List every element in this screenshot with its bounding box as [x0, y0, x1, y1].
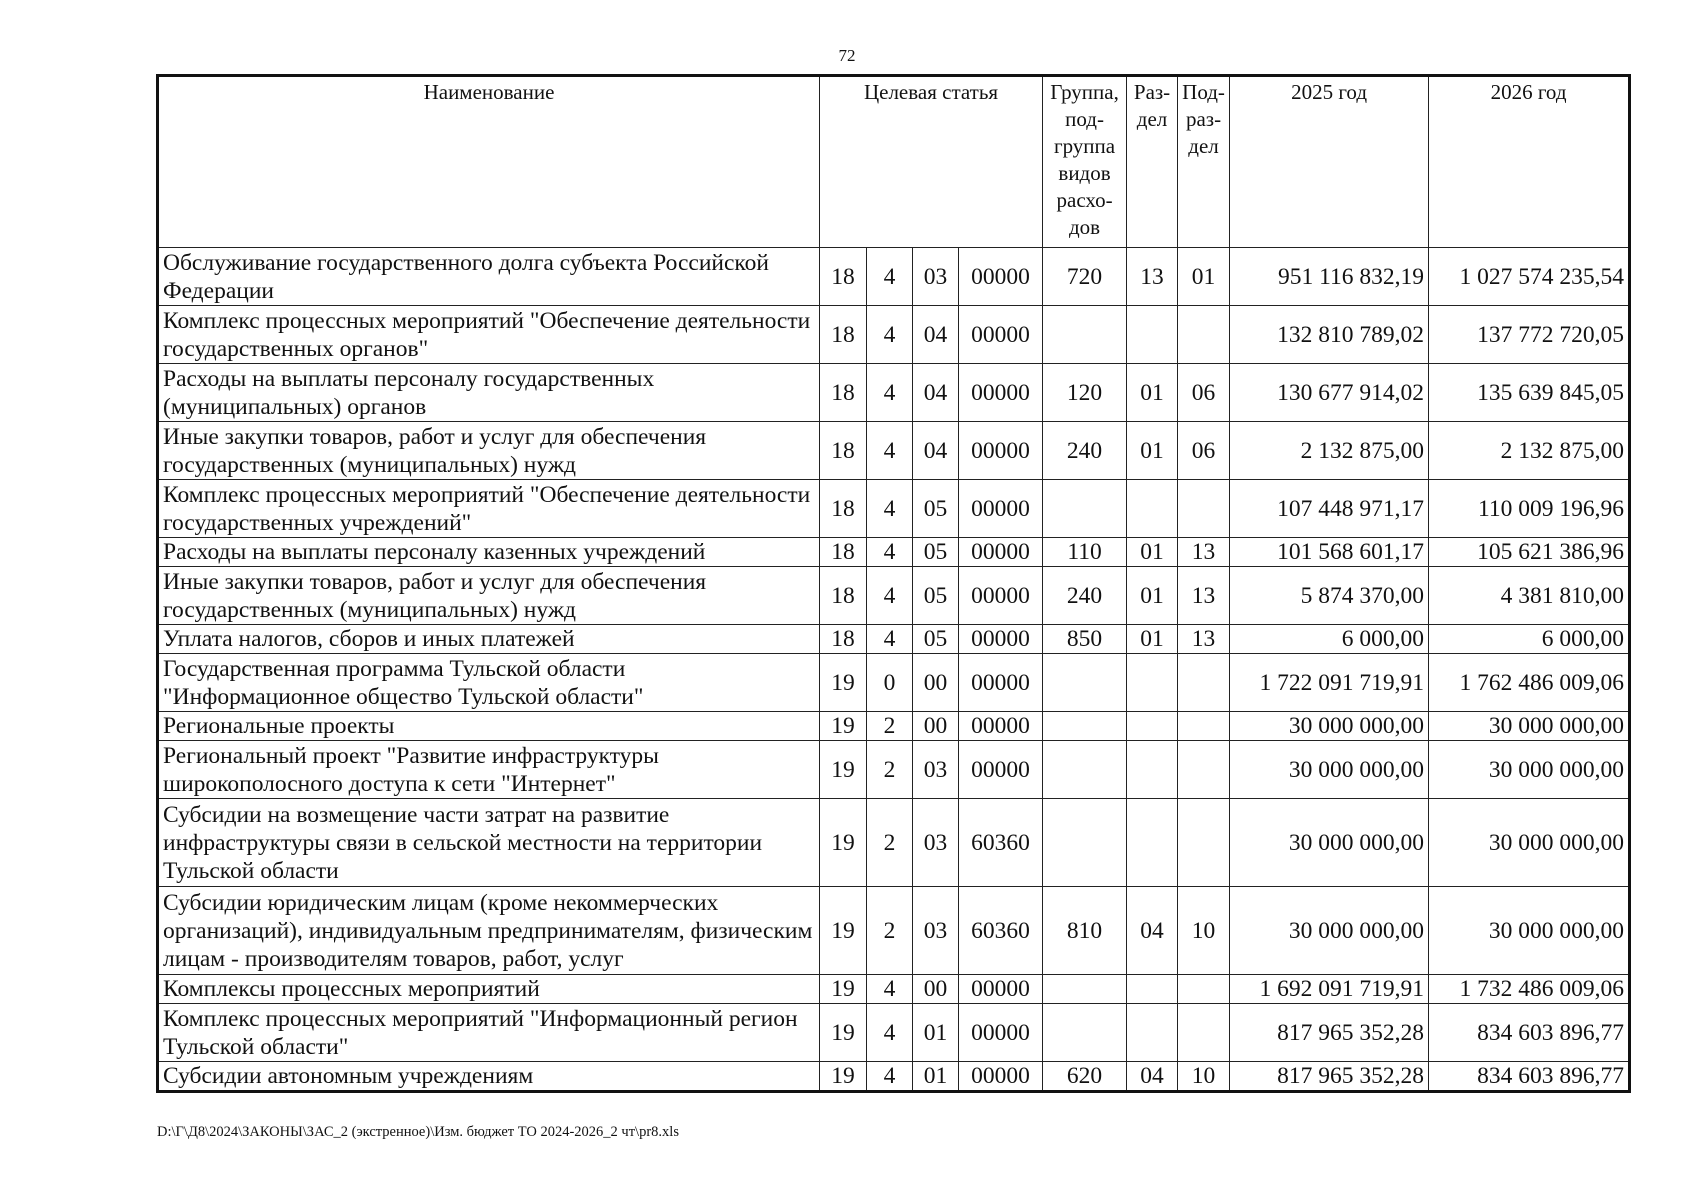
expense-group [1043, 975, 1127, 1004]
target-article-program: 18 [820, 625, 867, 654]
target-article-direction: 00000 [959, 364, 1043, 422]
amount-2025: 30 000 000,00 [1230, 712, 1429, 741]
row-name: Уплата налогов, сборов и иных платежей [158, 625, 820, 654]
subsection: 06 [1178, 364, 1230, 422]
amount-2026: 30 000 000,00 [1429, 887, 1630, 975]
section [1127, 1004, 1178, 1062]
amount-2025: 1 692 091 719,91 [1230, 975, 1429, 1004]
expense-group [1043, 799, 1127, 887]
target-article-type: 4 [867, 567, 913, 625]
table-row [158, 887, 1630, 975]
target-article-program: 18 [820, 306, 867, 364]
target-article-block: 04 [913, 422, 959, 480]
subsection: 01 [1178, 248, 1230, 306]
section: 01 [1127, 567, 1178, 625]
row-name: Комплекс процессных мероприятий "Обеспечение деятельности государственных учреждений" [158, 480, 820, 538]
table-body [158, 248, 1630, 1092]
target-article-direction: 00000 [959, 625, 1043, 654]
subsection: 13 [1178, 538, 1230, 567]
section: 04 [1127, 1062, 1178, 1092]
subsection: 06 [1178, 422, 1230, 480]
target-article-direction: 60360 [959, 887, 1043, 975]
expense-group [1043, 741, 1127, 799]
amount-2026: 110 009 196,96 [1429, 480, 1630, 538]
row-name: Государственная программа Тульской области "Информационное общество Тульской области" [158, 654, 820, 712]
table-row [158, 712, 1630, 741]
expense-group: 240 [1043, 422, 1127, 480]
target-article-type: 4 [867, 1004, 913, 1062]
expense-group [1043, 480, 1127, 538]
amount-2026: 1 027 574 235,54 [1429, 248, 1630, 306]
subsection [1178, 1004, 1230, 1062]
target-article-block: 00 [913, 712, 959, 741]
section [1127, 741, 1178, 799]
expense-group [1043, 712, 1127, 741]
target-article-type: 4 [867, 248, 913, 306]
target-article-block: 01 [913, 1062, 959, 1092]
target-article-type: 2 [867, 887, 913, 975]
subsection: 13 [1178, 625, 1230, 654]
table-row [158, 799, 1630, 887]
table-row [158, 480, 1630, 538]
table-row [158, 741, 1630, 799]
target-article-type: 4 [867, 1062, 913, 1092]
row-name: Иные закупки товаров, работ и услуг для обеспечения государственных (муниципальных) нужд [158, 422, 820, 480]
amount-2026: 30 000 000,00 [1429, 741, 1630, 799]
row-name: Расходы на выплаты персоналу казенных учреждений [158, 538, 820, 567]
table-row [158, 1004, 1630, 1062]
section: 04 [1127, 887, 1178, 975]
table-row [158, 975, 1630, 1004]
target-article-direction: 00000 [959, 975, 1043, 1004]
target-article-program: 18 [820, 567, 867, 625]
target-article-program: 18 [820, 364, 867, 422]
target-article-program: 18 [820, 422, 867, 480]
amount-2025: 30 000 000,00 [1230, 741, 1429, 799]
header-year-2025: 2025 год [1230, 76, 1429, 248]
header-year-2026: 2026 год [1429, 76, 1630, 248]
header-subsection: Под-раз-дел [1178, 76, 1230, 248]
target-article-program: 19 [820, 654, 867, 712]
row-name: Субсидии автономным учреждениям [158, 1062, 820, 1092]
row-name: Региональные проекты [158, 712, 820, 741]
subsection: 10 [1178, 887, 1230, 975]
amount-2025: 951 116 832,19 [1230, 248, 1429, 306]
amount-2025: 817 965 352,28 [1230, 1062, 1429, 1092]
amount-2026: 135 639 845,05 [1429, 364, 1630, 422]
subsection [1178, 799, 1230, 887]
expense-group: 120 [1043, 364, 1127, 422]
target-article-type: 4 [867, 538, 913, 567]
target-article-direction: 00000 [959, 422, 1043, 480]
target-article-block: 00 [913, 654, 959, 712]
section [1127, 654, 1178, 712]
target-article-block: 03 [913, 887, 959, 975]
target-article-type: 4 [867, 306, 913, 364]
amount-2026: 834 603 896,77 [1429, 1062, 1630, 1092]
amount-2025: 132 810 789,02 [1230, 306, 1429, 364]
target-article-direction: 00000 [959, 567, 1043, 625]
target-article-direction: 00000 [959, 741, 1043, 799]
section: 01 [1127, 625, 1178, 654]
target-article-program: 19 [820, 712, 867, 741]
row-name: Комплексы процессных мероприятий [158, 975, 820, 1004]
amount-2026: 137 772 720,05 [1429, 306, 1630, 364]
subsection: 10 [1178, 1062, 1230, 1092]
target-article-program: 19 [820, 1004, 867, 1062]
target-article-program: 18 [820, 538, 867, 567]
subsection [1178, 654, 1230, 712]
target-article-program: 18 [820, 480, 867, 538]
table-row [158, 567, 1630, 625]
target-article-direction: 00000 [959, 538, 1043, 567]
section: 01 [1127, 538, 1178, 567]
amount-2025: 1 722 091 719,91 [1230, 654, 1429, 712]
expense-group [1043, 1004, 1127, 1062]
target-article-program: 19 [820, 887, 867, 975]
target-article-direction: 00000 [959, 1004, 1043, 1062]
subsection [1178, 306, 1230, 364]
target-article-program: 19 [820, 741, 867, 799]
table-row [158, 306, 1630, 364]
row-name: Субсидии юридическим лицам (кроме некоммерческих организаций), индивидуальным предпринимателям, физическим лицам - производителям товаров, работ, услуг [158, 887, 820, 975]
amount-2026: 6 000,00 [1429, 625, 1630, 654]
expense-group: 110 [1043, 538, 1127, 567]
target-article-type: 2 [867, 799, 913, 887]
subsection [1178, 975, 1230, 1004]
section [1127, 712, 1178, 741]
budget-table [156, 74, 1631, 1093]
target-article-block: 05 [913, 567, 959, 625]
row-name: Региональный проект "Развитие инфраструктуры широкополосного доступа к сети "Интернет" [158, 741, 820, 799]
row-name: Комплекс процессных мероприятий "Информационный регион Тульской области" [158, 1004, 820, 1062]
header-expense-group: Группа, под-группа видов расхо-дов [1043, 76, 1127, 248]
target-article-program: 18 [820, 248, 867, 306]
section [1127, 975, 1178, 1004]
section: 01 [1127, 364, 1178, 422]
section [1127, 480, 1178, 538]
table-row [158, 364, 1630, 422]
amount-2026: 30 000 000,00 [1429, 712, 1630, 741]
target-article-type: 2 [867, 741, 913, 799]
amount-2026: 1 732 486 009,06 [1429, 975, 1630, 1004]
amount-2026: 834 603 896,77 [1429, 1004, 1630, 1062]
expense-group [1043, 306, 1127, 364]
expense-group: 720 [1043, 248, 1127, 306]
amount-2025: 101 568 601,17 [1230, 538, 1429, 567]
table-header-row [158, 76, 1630, 248]
header-target-article: Целевая статья [820, 76, 1043, 248]
table-row [158, 654, 1630, 712]
expense-group: 810 [1043, 887, 1127, 975]
expense-group [1043, 654, 1127, 712]
table-row [158, 1062, 1630, 1092]
section [1127, 306, 1178, 364]
subsection [1178, 712, 1230, 741]
amount-2026: 4 381 810,00 [1429, 567, 1630, 625]
subsection [1178, 741, 1230, 799]
target-article-block: 04 [913, 306, 959, 364]
amount-2025: 817 965 352,28 [1230, 1004, 1429, 1062]
expense-group: 850 [1043, 625, 1127, 654]
amount-2025: 30 000 000,00 [1230, 799, 1429, 887]
target-article-block: 03 [913, 248, 959, 306]
target-article-type: 4 [867, 480, 913, 538]
target-article-type: 4 [867, 975, 913, 1004]
subsection [1178, 480, 1230, 538]
amount-2026: 105 621 386,96 [1429, 538, 1630, 567]
table-row [158, 422, 1630, 480]
target-article-block: 05 [913, 625, 959, 654]
amount-2025: 5 874 370,00 [1230, 567, 1429, 625]
amount-2025: 2 132 875,00 [1230, 422, 1429, 480]
target-article-direction: 00000 [959, 654, 1043, 712]
target-article-block: 03 [913, 741, 959, 799]
target-article-block: 05 [913, 538, 959, 567]
amount-2026: 30 000 000,00 [1429, 799, 1630, 887]
target-article-type: 4 [867, 364, 913, 422]
amount-2025: 130 677 914,02 [1230, 364, 1429, 422]
table-row [158, 538, 1630, 567]
target-article-program: 19 [820, 975, 867, 1004]
target-article-direction: 00000 [959, 248, 1043, 306]
section [1127, 799, 1178, 887]
table-row [158, 248, 1630, 306]
target-article-program: 19 [820, 799, 867, 887]
subsection: 13 [1178, 567, 1230, 625]
amount-2026: 2 132 875,00 [1429, 422, 1630, 480]
expense-group: 240 [1043, 567, 1127, 625]
target-article-type: 4 [867, 422, 913, 480]
page-number: 72 [838, 46, 856, 65]
target-article-type: 4 [867, 625, 913, 654]
header-section: Раз-дел [1127, 76, 1178, 248]
target-article-direction: 00000 [959, 1062, 1043, 1092]
amount-2026: 1 762 486 009,06 [1429, 654, 1630, 712]
header-name: Наименование [158, 76, 820, 248]
target-article-type: 0 [867, 654, 913, 712]
target-article-direction: 60360 [959, 799, 1043, 887]
section: 01 [1127, 422, 1178, 480]
target-article-block: 00 [913, 975, 959, 1004]
target-article-direction: 00000 [959, 306, 1043, 364]
target-article-block: 05 [913, 480, 959, 538]
row-name: Иные закупки товаров, работ и услуг для обеспечения государственных (муниципальных) нужд [158, 567, 820, 625]
file-path-footer: D:\Г\Д8\2024\ЗАКОНЫ\ЗАС_2 (экстренное)\Изм. бюджет ТО 2024-2026_2 чт\pr8.xls [157, 1124, 679, 1140]
target-article-block: 03 [913, 799, 959, 887]
row-name: Комплекс процессных мероприятий "Обеспечение деятельности государственных органов" [158, 306, 820, 364]
amount-2025: 107 448 971,17 [1230, 480, 1429, 538]
row-name: Расходы на выплаты персоналу государственных (муниципальных) органов [158, 364, 820, 422]
amount-2025: 30 000 000,00 [1230, 887, 1429, 975]
target-article-block: 04 [913, 364, 959, 422]
amount-2025: 6 000,00 [1230, 625, 1429, 654]
table-row [158, 625, 1630, 654]
target-article-block: 01 [913, 1004, 959, 1062]
target-article-direction: 00000 [959, 712, 1043, 741]
row-name: Субсидии на возмещение части затрат на развитие инфраструктуры связи в сельской местности на территории Тульской области [158, 799, 820, 887]
target-article-program: 19 [820, 1062, 867, 1092]
expense-group: 620 [1043, 1062, 1127, 1092]
target-article-type: 2 [867, 712, 913, 741]
target-article-direction: 00000 [959, 480, 1043, 538]
row-name: Обслуживание государственного долга субъекта Российской Федерации [158, 248, 820, 306]
section: 13 [1127, 248, 1178, 306]
